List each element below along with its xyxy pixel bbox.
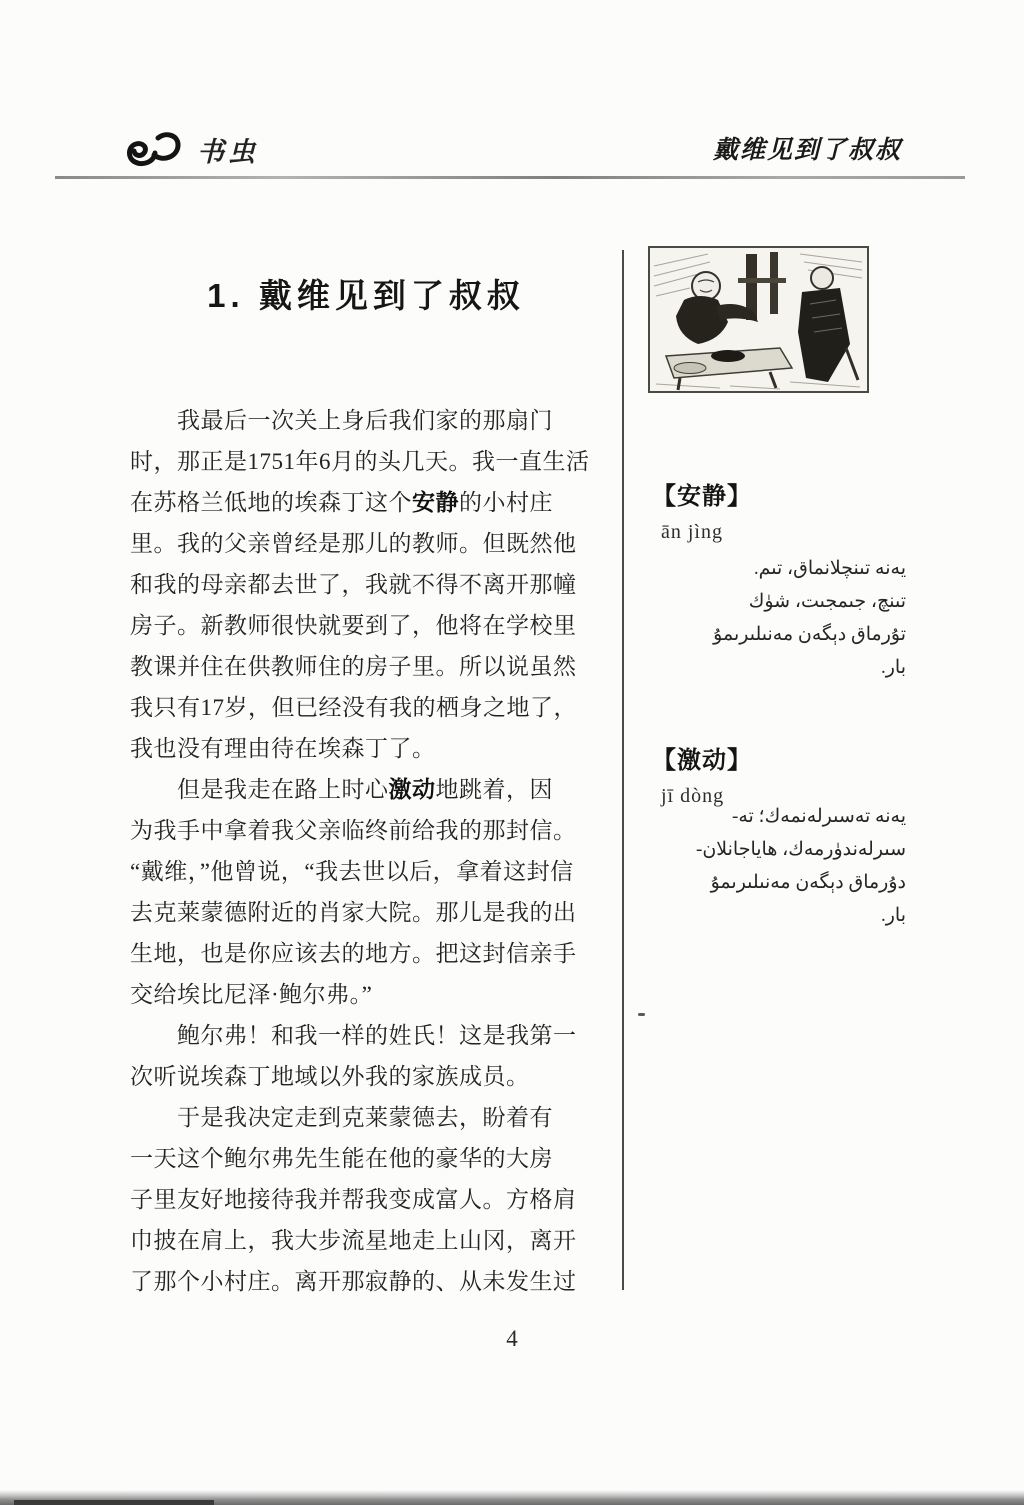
text-run: 我也没有理由待在埃森丁了。 — [130, 736, 436, 761]
text-line — [130, 400, 604, 441]
text-line — [130, 974, 604, 1015]
text-run: 和我的母亲都去世了，我就不得不离开那幢 — [130, 572, 577, 597]
text-run: 于是我决定走到克莱蒙德去，盼着有 — [177, 1105, 553, 1130]
text-line — [130, 605, 604, 646]
text-run: 但是我走在路上时心 — [177, 777, 389, 802]
scan-bottom-edge-shadow — [14, 1500, 214, 1505]
text-run: 为我手中拿着我父亲临终前给我的那封信。 — [130, 818, 577, 843]
vocab-definition-jidong — [636, 800, 906, 932]
series-logo-text: 书虫 — [197, 136, 259, 167]
definition-line: بار. — [880, 905, 906, 926]
text-line — [130, 1015, 604, 1056]
bold-keyword: 安静 — [412, 490, 459, 515]
text-line — [130, 769, 604, 810]
text-run: 地跳着，因 — [435, 777, 553, 802]
text-line — [130, 728, 604, 769]
text-line — [130, 1138, 604, 1179]
vocab-definition-anjing — [636, 552, 906, 684]
bold-keyword: 激动 — [388, 777, 436, 802]
text-line — [130, 1220, 604, 1261]
text-run: 鲍尔弗！和我一样的姓氏！这是我第一 — [177, 1023, 577, 1048]
text-line — [130, 687, 604, 728]
chapter-title: 1. 戴维见到了叔叔 — [207, 277, 525, 314]
definition-line: سىرلەندۈرمەك، ھاياجانلان- — [696, 839, 906, 860]
text-run: 子里友好地接待我并帮我变成富人。方格肩 — [130, 1187, 577, 1212]
text-line — [130, 1179, 604, 1220]
text-run: 里。我的父亲曾经是那儿的教师。但既然他 — [130, 531, 577, 556]
definition-line: بار. — [880, 657, 906, 678]
header-rule — [55, 176, 965, 179]
main-text-column — [130, 400, 604, 1302]
vocab-headword-jidong: 【激动】 — [652, 747, 752, 774]
bookworm-worm-icon — [122, 128, 184, 170]
text-run: 交给埃比尼泽·鲍尔弗。” — [130, 982, 373, 1007]
text-line — [130, 892, 604, 933]
page-number: 4 — [506, 1326, 518, 1351]
text-line — [130, 933, 604, 974]
definition-line: تىنچ، جىمجىت، شۈك — [748, 591, 906, 612]
text-run: 的小村庄 — [459, 490, 553, 515]
text-run: 巾披在肩上，我大步流星地走上山冈，离开 — [130, 1228, 577, 1253]
text-run: 在苏格兰低地的埃森丁这个 — [130, 490, 412, 515]
text-line — [130, 1097, 604, 1138]
text-line — [130, 564, 604, 605]
definition-line: يەنە تىنچلانماق، تىم. — [753, 558, 906, 579]
text-run: 房子。新教师很快就要到了，他将在学校里 — [130, 613, 577, 638]
scan-speck — [638, 1013, 645, 1016]
definition-line: يەنە تەسىرلەنمەك؛ تە- — [732, 806, 906, 827]
text-run: 我只有17岁，但已经没有我的栖身之地了， — [130, 695, 577, 720]
text-line — [130, 441, 604, 482]
illustration-frame — [648, 246, 869, 393]
text-line — [130, 523, 604, 564]
text-line — [130, 482, 604, 523]
column-divider-rule — [622, 250, 624, 1290]
running-header-title: 戴维见到了叔叔 — [712, 136, 902, 164]
text-line — [130, 851, 604, 892]
text-line — [130, 810, 604, 851]
text-run: 生地，也是你应该去的地方。把这封信亲手 — [130, 941, 577, 966]
text-run: “戴维，”他曾说，“我去世以后，拿着这封信 — [130, 859, 574, 884]
definition-line: دۇرماق دېگەن مەنىلىرىمۇ — [710, 872, 906, 893]
text-run: 一天这个鲍尔弗先生能在他的豪华的大房 — [130, 1146, 553, 1171]
engraving-illustration — [650, 248, 867, 391]
vocab-pinyin-jidong: jī dòng — [661, 785, 725, 807]
text-run: 了那个小村庄。离开那寂静的、从未发生过 — [130, 1269, 577, 1294]
text-run: 教课并住在供教师住的房子里。所以说虽然 — [130, 654, 577, 679]
text-run: 去克莱蒙德附近的肖家大院。那儿是我的出 — [130, 900, 577, 925]
text-run: 时，那正是1751年6月的头几天。我一直生活 — [130, 449, 590, 474]
text-line — [130, 1261, 604, 1302]
vocab-headword-anjing: 【安静】 — [652, 483, 752, 510]
text-run: 次听说埃森丁地域以外我的家族成员。 — [130, 1064, 530, 1089]
text-run: 我最后一次关上身后我们家的那扇门 — [177, 408, 553, 433]
vocab-pinyin-anjing: ān jìng — [661, 521, 723, 543]
bookworm-logo — [122, 128, 259, 170]
text-line — [130, 646, 604, 687]
text-line — [130, 1056, 604, 1097]
definition-line: تۇرماق دېگەن مەنىلىرىمۇ — [713, 624, 906, 645]
